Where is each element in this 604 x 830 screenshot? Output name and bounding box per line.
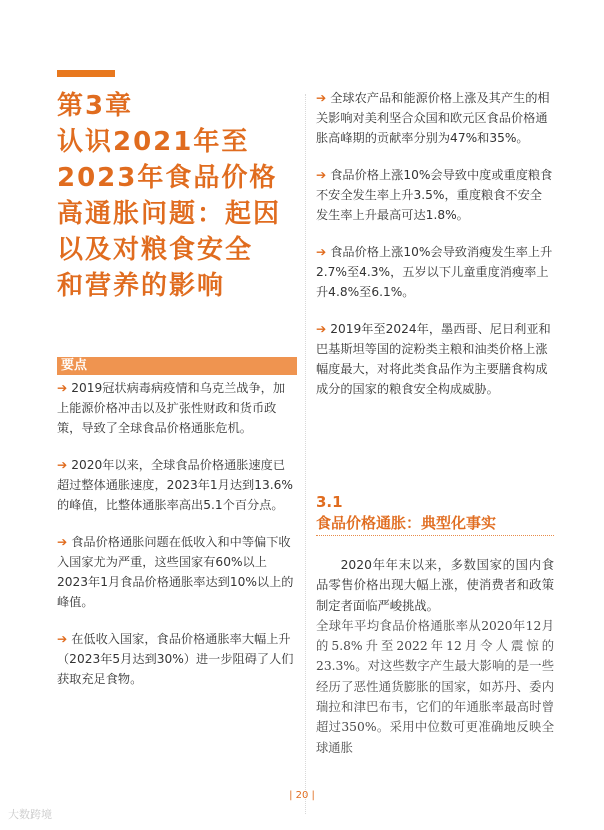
section-title: 食品价格通胀：典型化事实	[316, 514, 497, 532]
arrow-right-icon: ➔	[57, 632, 68, 646]
arrow-right-icon: ➔	[316, 322, 327, 336]
chapter-title-line: 以及对粮食安全	[57, 235, 254, 265]
arrow-right-icon: ➔	[57, 458, 68, 472]
keypoint-item: ➔ 2020年以来，全球食品价格通胀速度已超过整体通胀速度，2023年1月达到13.6%的峰值，比整体通胀率高出5.1个百分点。	[57, 455, 297, 515]
keypoint-item: ➔ 食品价格上涨10%会导致中度或重度粮食不安全发生率上升3.5%，重度粮食不安全发生率上升最高可达1.8%。	[316, 165, 554, 225]
keypoint-item: ➔ 全球农产品和能源价格上涨及其产生的相关影响对美利坚合众国和欧元区食品价格通胀高峰期的贡献率分别为47%和35%。	[316, 88, 554, 148]
keypoint-item: ➔ 在低收入国家，食品价格通胀率大幅上升（2023年5月达到30%）进一步阻碍了人们获取充足食物。	[57, 629, 297, 689]
keypoint-item: ➔ 食品价格通胀问题在低收入和中等偏下收入国家尤为严重，这些国家有60%以上2023年1月食品价格通胀率达到10%以上的峰值。	[57, 532, 297, 612]
arrow-right-icon: ➔	[57, 535, 68, 549]
arrow-right-icon: ➔	[57, 381, 68, 395]
section-divider	[316, 535, 554, 536]
keypoints-right-column	[316, 88, 554, 399]
keypoint-item: ➔ 2019年至2024年，墨西哥、尼日利亚和巴基斯坦等国的淀粉类主粮和油类价格上涨幅度最大，对将此类食品作为主要膳食构成成分的国家的粮食安全构成威胁。	[316, 319, 554, 399]
chapter-title-line: 认识2021年至	[57, 127, 250, 157]
arrow-right-icon: ➔	[316, 91, 327, 105]
chapter-title-line: 第3章	[57, 91, 134, 121]
chapter-title-line: 高通胀问题：起因	[57, 199, 282, 229]
section-body	[316, 555, 554, 758]
watermark-logo: 大数跨境	[8, 808, 52, 821]
section-number: 3.1	[316, 493, 343, 511]
keypoint-item: ➔ 2019冠状病毒病疫情和乌克兰战争，加上能源价格冲击以及扩张性财政和货币政策，导致了全球食品价格通胀危机。	[57, 378, 297, 438]
keypoints-heading: 要点	[57, 357, 297, 375]
chapter-title-line: 和营养的影响	[57, 271, 226, 301]
arrow-right-icon: ➔	[316, 245, 327, 259]
body-paragraph: 全球年平均食品价格通胀率从2020年12月的5.8%升至2022年12月令人震惊的23.3%。对这些数字产生最大影响的是一些经历了恶性通货膨胀的国家，如苏丹、委内瑞拉和津巴布韦，它们的年通胀率最高时曾超过350%。采用中位数可更准确地反映全球通胀	[316, 618, 554, 755]
keypoint-item: ➔ 食品价格上涨10%会导致消瘦发生率上升2.7%至4.3%，五岁以下儿童重度消瘦率上升4.8%至6.1%。	[316, 242, 554, 302]
chapter-accent-bar	[57, 70, 115, 77]
column-divider	[305, 94, 306, 814]
chapter-title-line: 2023年食品价格	[57, 163, 278, 193]
arrow-right-icon: ➔	[316, 168, 327, 182]
chapter-title	[57, 88, 297, 304]
keypoints-left-column	[57, 378, 297, 689]
body-paragraph: 2020年年末以来，多数国家的国内食品零售价格出现大幅上涨，使消费者和政策制定者面临严峻挑战。	[316, 558, 554, 613]
page-number: | 20 |	[289, 790, 315, 801]
